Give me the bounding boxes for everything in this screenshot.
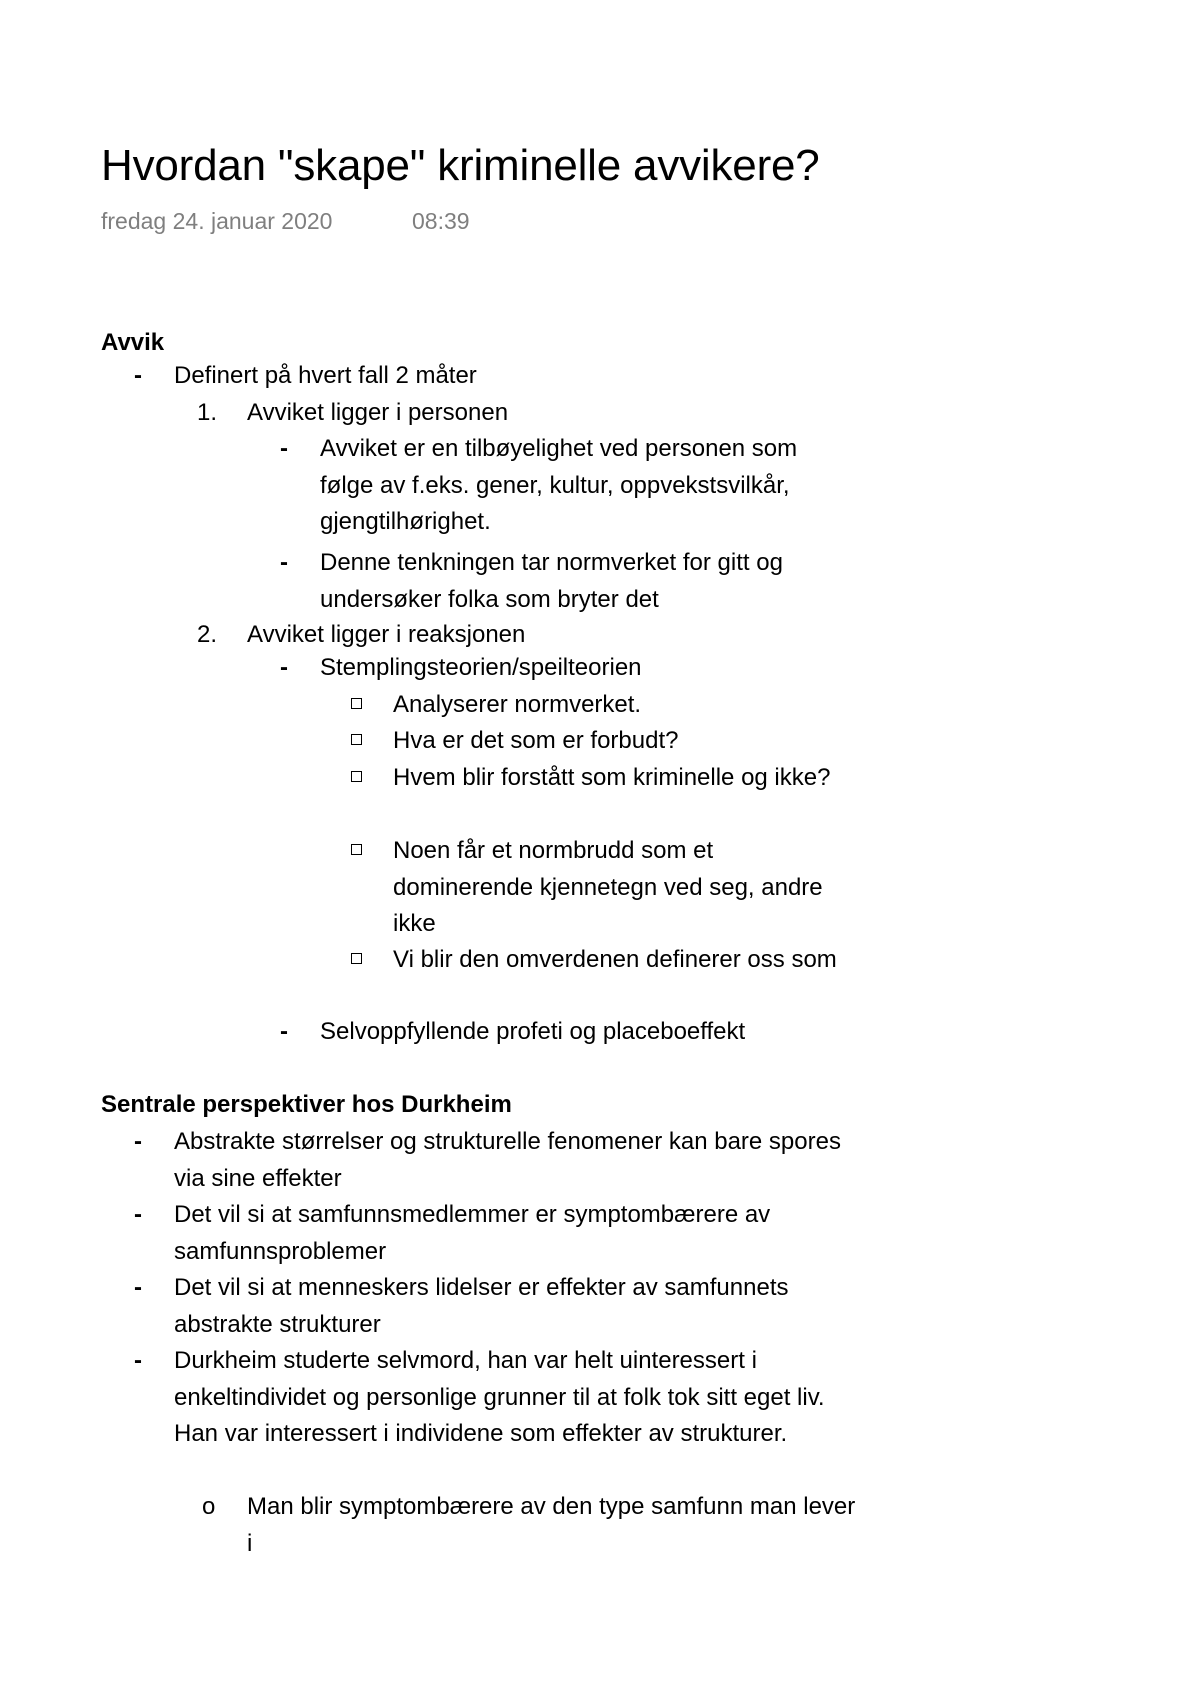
list-item: [393, 687, 863, 724]
numbered-item: [197, 395, 867, 432]
list-item-text: Analyserer normverket.: [393, 691, 642, 718]
dash-bullet: -: [134, 1347, 142, 1374]
list-item-text: Avviket ligger i reaksjonen: [247, 621, 526, 648]
list-item: [134, 1197, 874, 1270]
list-item: [393, 760, 853, 797]
list-item-text: Durkheim studerte selvmord, han var helt uinteressert i enkeltindividet og personlige grunner til at folk tok sitt eget liv. Han var interessert i individene som effekter av strukturer.: [174, 1347, 825, 1447]
square-bullet-icon: [351, 760, 362, 797]
list-item: [280, 1014, 880, 1051]
list-item-text: Det vil si at samfunnsmedlemmer er symptombærere av samfunnsproblemer: [174, 1201, 771, 1265]
note-time: 08:39: [412, 208, 470, 234]
list-item: [393, 833, 843, 943]
square-bullet-icon: [351, 723, 362, 760]
square-bullet-icon: [351, 833, 362, 870]
list-item: [134, 358, 874, 395]
list-item: [202, 1489, 857, 1562]
list-item: [393, 942, 873, 979]
list-item: [134, 1343, 874, 1453]
list-item-text: Abstrakte størrelser og strukturelle fenomener kan bare spores via sine effekter: [174, 1128, 841, 1192]
list-item-text: Noen får et normbrudd som et dominerende kjennetegn ved seg, andre ikke: [393, 837, 823, 937]
square-bullet-icon: [351, 687, 362, 724]
dash-bullet: -: [280, 549, 288, 576]
list-item: [280, 545, 865, 618]
list-item-text: Denne tenkningen tar normverket for gitt og undersøker folka som bryter det: [320, 549, 783, 613]
numbered-item: [197, 617, 867, 654]
note-date: fredag 24. januar 2020: [101, 208, 333, 234]
square-bullet-icon: [351, 942, 362, 979]
list-item-text: Selvoppfyllende profeti og placeboeffekt: [320, 1018, 746, 1045]
list-item-text: Stemplingsteorien/speilteorien: [320, 654, 642, 681]
list-item-text: Definert på hvert fall 2 måter: [174, 362, 477, 389]
dash-bullet: -: [280, 654, 288, 681]
list-item: [134, 1124, 874, 1197]
page-title: Hvordan "skape" kriminelle avvikere?: [101, 141, 820, 190]
list-item-text: Hva er det som er forbudt?: [393, 727, 679, 754]
dash-bullet: -: [280, 435, 288, 462]
dash-bullet: -: [280, 1018, 288, 1045]
list-item: [134, 1270, 814, 1343]
list-item-text: Hvem blir forstått som kriminelle og ikke?: [393, 764, 831, 791]
dash-bullet: -: [134, 1128, 142, 1155]
list-item: [393, 723, 863, 760]
circle-bullet-icon: o: [202, 1493, 216, 1520]
list-item-text: Man blir symptombærere av den type samfunn man lever i: [247, 1493, 856, 1557]
list-item-text: Vi blir den omverdenen definerer oss som: [393, 946, 837, 973]
number-marker: 2.: [197, 621, 218, 648]
section-heading-durkheim: Sentrale perspektiver hos Durkheim: [101, 1091, 512, 1118]
list-item: [280, 650, 865, 687]
section-heading-avvik: Avvik: [101, 329, 165, 356]
dash-bullet: -: [134, 1201, 142, 1228]
list-item-text: Avviket er en tilbøyelighet ved personen som følge av f.eks. gener, kultur, oppvekstsvilkår, gjengtilhørighet.: [320, 435, 798, 535]
list-item: [280, 431, 855, 541]
number-marker: 1.: [197, 399, 218, 426]
dash-bullet: -: [134, 362, 142, 389]
list-item-text: Avviket ligger i personen: [247, 399, 509, 426]
list-item-text: Det vil si at menneskers lidelser er effekter av samfunnets abstrakte strukturer: [174, 1274, 789, 1338]
dash-bullet: -: [134, 1274, 142, 1301]
